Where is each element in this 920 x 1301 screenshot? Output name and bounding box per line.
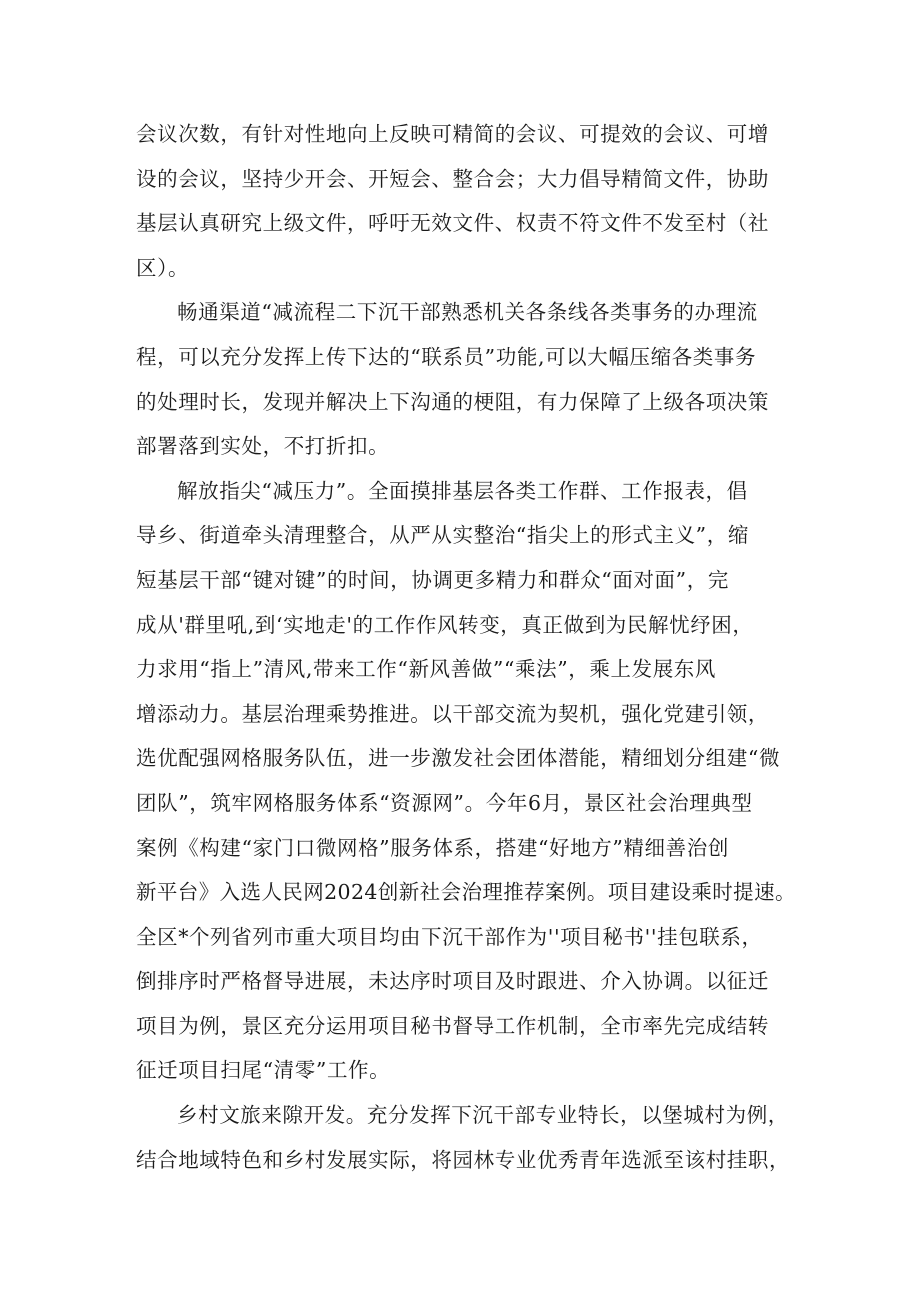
text-line: 力求用“指上”清风,带来工作“新风善做”“乘法”，乘上发展东风 — [136, 657, 716, 682]
text-line: 团队”，筑牢网格服务体系“资源网”。今年6月，景区社会治理典型 — [136, 790, 753, 815]
text-line: 会议次数，有针对性地向上反映可精简的会议、可提效的会议、可增 — [136, 122, 769, 146]
text-line: 增添动力。基层治理乘势推进。以干部交流为契机，强化党建引领， — [136, 701, 769, 726]
text-line: 项目为例，景区充分运用项目秘书督导工作机制，全市率先完成结转 — [136, 1013, 769, 1038]
text-line: 短基层干部“键对键”的时间，协调更多精力和群众“面对面”，完 — [136, 567, 729, 592]
text-line: 案例《构建“家门口微网格”服务体系，搭建“好地方”精细善治创 — [136, 835, 729, 860]
text-line: 基层认真研究上级文件，呼吁无效文件、权责不符文件不发至村（社 — [136, 211, 769, 236]
text-line: 导乡、街道牵头清理整合，从严从实整治“指尖上的形式主义”，缩 — [136, 523, 749, 548]
text-line: 选优配强网格服务队伍，进一步激发社会团体潜能，精细划分组建“微 — [136, 746, 781, 771]
text-line: 区）。 — [136, 255, 190, 280]
text-line: 新平台》入选人民网2024创新社会治理推荐案例。项目建设乘时提速。 — [136, 880, 796, 905]
text-line: 结合地域特色和乡村发展实际，将园林专业优秀青年选派至该村挂职， — [136, 1147, 791, 1172]
text-line: 程，可以充分发挥上传下达的“联系员”功能,可以大幅压缩各类事务 — [136, 344, 757, 369]
paragraph-first-line: 畅通渠道“减流程二下沉干部熟悉机关各条线各类事务的办理流 — [177, 300, 758, 325]
paragraph-first-line: 乡村文旅来隙开发。充分发挥下沉干部专业特长，以堡城村为例， — [177, 1103, 789, 1128]
text-line: 倒排序时严格督导进展，未达序时项目及时跟进、介入协调。以征迁 — [136, 969, 769, 994]
text-line: 成从'群里吼,到‘实地走'的工作作风转变，真正做到为民解忧纾困， — [136, 612, 754, 637]
text-line: 的处理时长，发现并解决上下沟通的梗阻，有力保障了上级各项决策 — [136, 389, 769, 414]
text-line: 设的会议，坚持少开会、开短会、整合会；大力倡导精简文件，协助 — [136, 166, 769, 191]
body-text — [136, 112, 796, 1182]
text-line: 全区*个列省列市重大项目均由下沉干部作为''项目秘书''挂包联系， — [136, 924, 763, 949]
text-line: 征迁项目扫尾“清零”工作。 — [136, 1058, 391, 1083]
paragraph-first-line: 解放指尖“减压力”。全面摸排基层各类工作群、工作报表，倡 — [177, 478, 748, 503]
text-line: 部署落到实处，不打折扣。 — [136, 434, 390, 459]
